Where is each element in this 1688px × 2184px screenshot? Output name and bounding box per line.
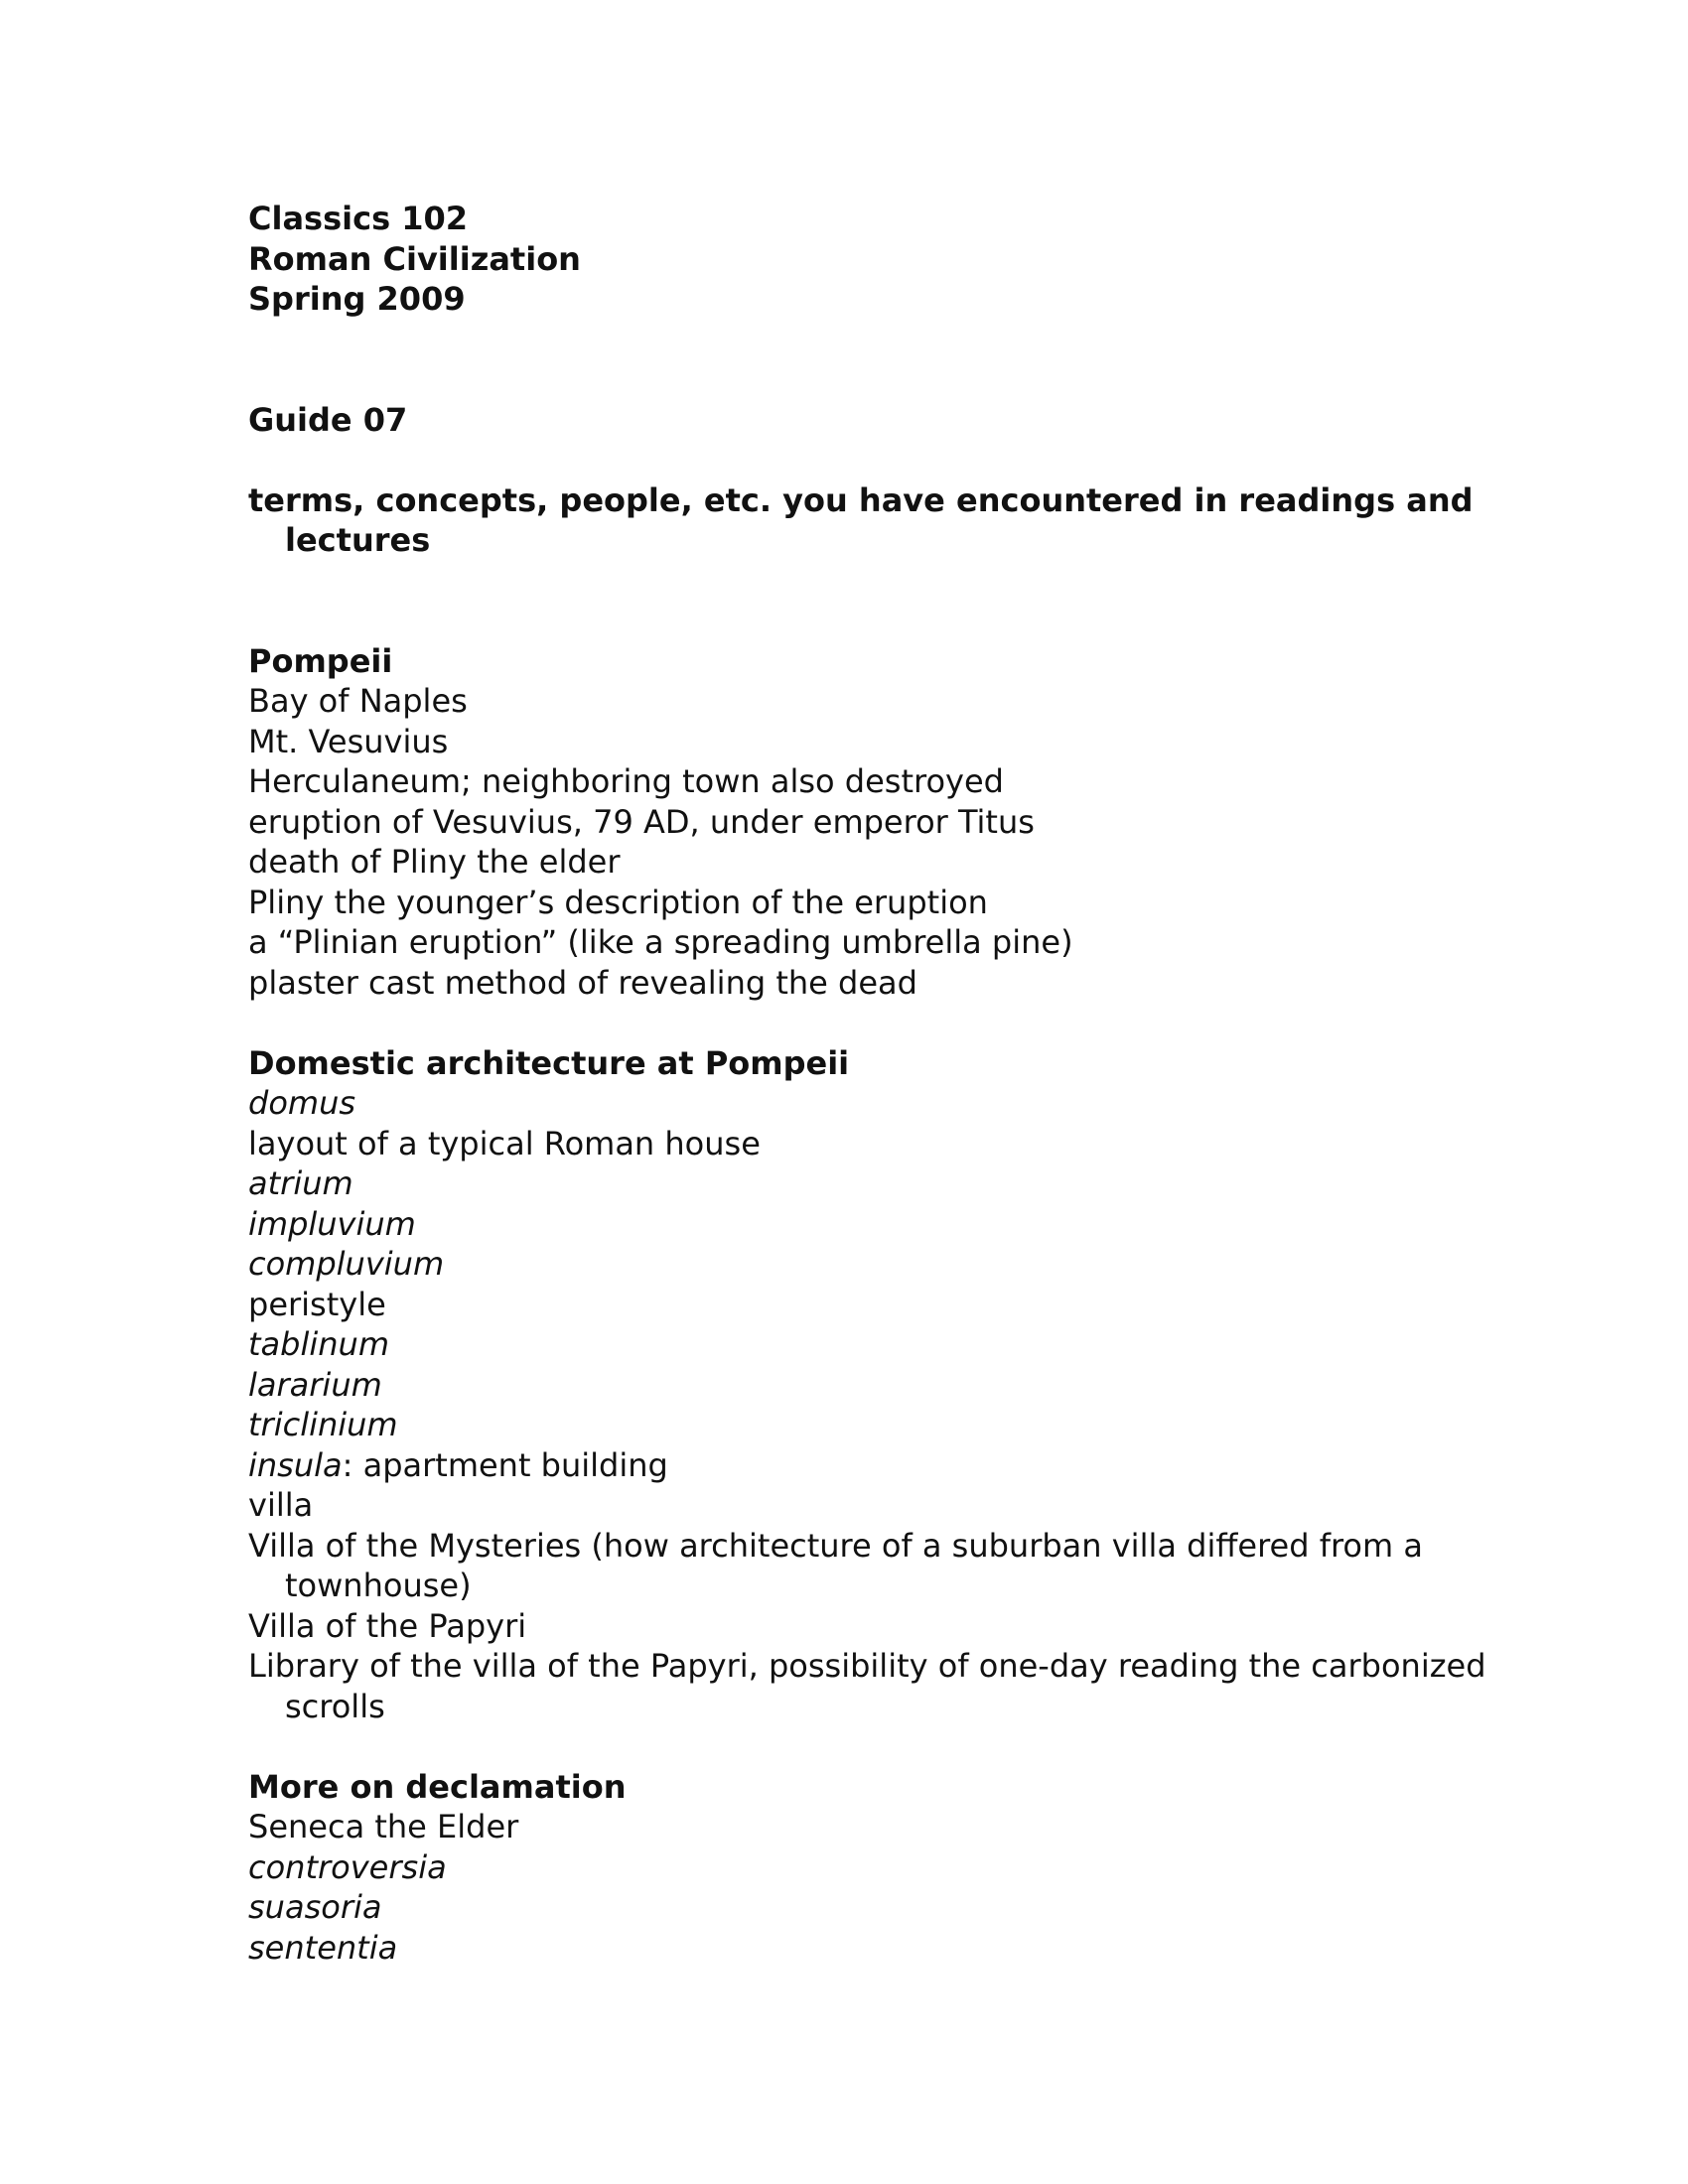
list-item: Bay of Naples — [248, 682, 468, 720]
list-item: layout of a typical Roman house — [248, 1124, 761, 1162]
list-item: domus — [248, 1084, 356, 1122]
list-item: sententia — [248, 1928, 398, 1967]
list-item — [248, 1445, 1489, 1486]
list-item: Pliny the younger’s description of the eruption — [248, 883, 988, 921]
section-heading: Domestic architecture at Pompeii — [248, 1043, 850, 1082]
list-item: compluvium — [248, 1245, 445, 1283]
list-item: impluvium — [248, 1204, 416, 1243]
term-insula: insula — [248, 1445, 343, 1484]
list-item: triclinium — [248, 1406, 398, 1443]
list-item: Mt. Vesuvius — [248, 722, 449, 760]
list-item: Seneca the Elder — [248, 1808, 519, 1845]
list-item: villa — [248, 1486, 314, 1524]
course-term: Spring 2009 — [248, 280, 466, 318]
list-item: atrium — [248, 1164, 353, 1202]
list-item: Library of the villa of the Papyri, possibility of one-day reading the carbonized scrolls — [248, 1647, 1486, 1725]
term-insula-definition: : apartment building — [342, 1445, 668, 1484]
section-pompeii — [248, 641, 1489, 1004]
document-page — [248, 199, 1489, 1968]
course-number: Classics 102 — [248, 200, 469, 237]
section-heading: Pompeii — [248, 641, 393, 680]
list-item: lararium — [248, 1365, 382, 1404]
list-item: Herculaneum; neighboring town also destroyed — [248, 762, 1004, 800]
course-header — [248, 199, 1489, 320]
guide-title: Guide 07 — [248, 400, 408, 439]
list-item: controversia — [248, 1847, 447, 1886]
list-item: plaster cast method of revealing the dead — [248, 963, 917, 1002]
guide-intro: terms, concepts, people, etc. you have encountered in readings and lectures — [248, 480, 1474, 559]
list-item: tablinum — [248, 1325, 389, 1363]
section-heading: More on declamation — [248, 1767, 627, 1806]
section-declamation — [248, 1767, 1489, 1969]
list-item: suasoria — [248, 1888, 382, 1926]
list-item: peristyle — [248, 1285, 386, 1323]
list-item: Villa of the Papyri — [248, 1606, 527, 1645]
course-title: Roman Civilization — [248, 239, 581, 278]
list-item: a “Plinian eruption” (like a spreading umbrella pine) — [248, 923, 1073, 961]
list-item: death of Pliny the elder — [248, 843, 621, 881]
section-domestic-architecture — [248, 1043, 1489, 1727]
list-item: Villa of the Mysteries (how architecture of a suburban villa differed from a townhouse) — [248, 1526, 1423, 1604]
list-item: eruption of Vesuvius, 79 AD, under emperor Titus — [248, 802, 1035, 841]
